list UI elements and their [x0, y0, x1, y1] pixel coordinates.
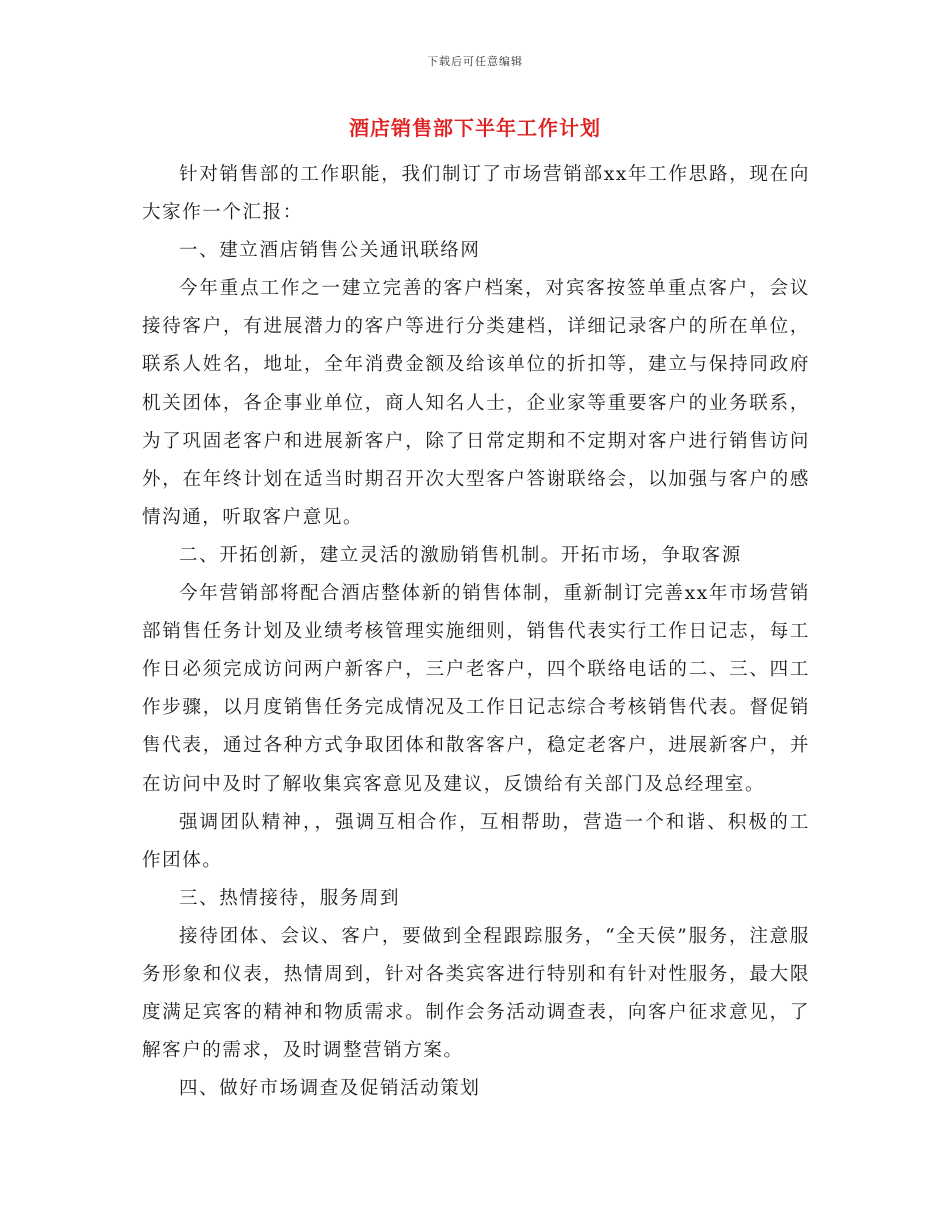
paragraph-section-2: 今年营销部将配合酒店整体新的销售体制，重新制订完善xx年市场营销部销售任务计划及业绩考核管理实施细则，销售代表实行工作日记志，每工作日必须完成访问两户新客户，三户老客户，四个联络电话的二、三、四工作步骤，以月度销售任务完成情况及工作日记志综合考核销售代表。督促销售代表，通过各种方式争取团体和散客客户，稳定老客户，进展新客户，并在访问中及时了解收集宾客意见及建议，反馈给有关部门及总经理室。 — [142, 583, 810, 795]
paragraph-teamwork: 强调团队精神，，强调互相合作，互相帮助，营造一个和谐、积极的工作团体。 — [142, 811, 810, 871]
section-heading-3: 三、热情接待，服务周到 — [179, 887, 401, 909]
section-heading-1: 一、建立酒店销售公关通讯联络网 — [179, 240, 481, 262]
paragraph-section-3: 接待团体、会议、客户，要做到全程跟踪服务，“全天侯”服务，注意服务形象和仪表，热情周到，针对各类宾客进行特别和有针对性服务，最大限度满足宾客的精神和物质需求。制作会务活动调查表，向客户征求意见，了解客户的需求，及时调整营销方案。 — [142, 925, 810, 1062]
section-heading-4: 四、做好市场调查及促销活动策划 — [179, 1078, 481, 1100]
paragraph-section-1: 今年重点工作之一建立完善的客户档案，对宾客按签单重点客户，会议接待客户，有进展潜力的客户等进行分类建档，详细记录客户的所在单位，联系人姓名，地址，全年消费金额及给该单位的折扣等，建立与保持同政府机关团体，各企事业单位，商人知名人士，企业家等重要客户的业务联系，为了巩固老客户和进展新客户，除了日常定期和不定期对客户进行销售访问外，在年终计划在适当时期召开次大型客户答谢联络会，以加强与客户的感情沟通，听取客户意见。 — [142, 278, 810, 528]
document-title: 酒店销售部下半年工作计划 — [349, 116, 601, 140]
paragraph-intro: 针对销售部的工作职能，我们制订了市场营销部xx年工作思路，现在向大家作一个汇报： — [142, 164, 810, 224]
document-body — [142, 156, 810, 1108]
section-heading-2: 二、开拓创新，建立灵活的激励销售机制。开拓市场，争取客源 — [179, 544, 742, 566]
header-note: 下载后可任意编辑 — [427, 55, 523, 68]
